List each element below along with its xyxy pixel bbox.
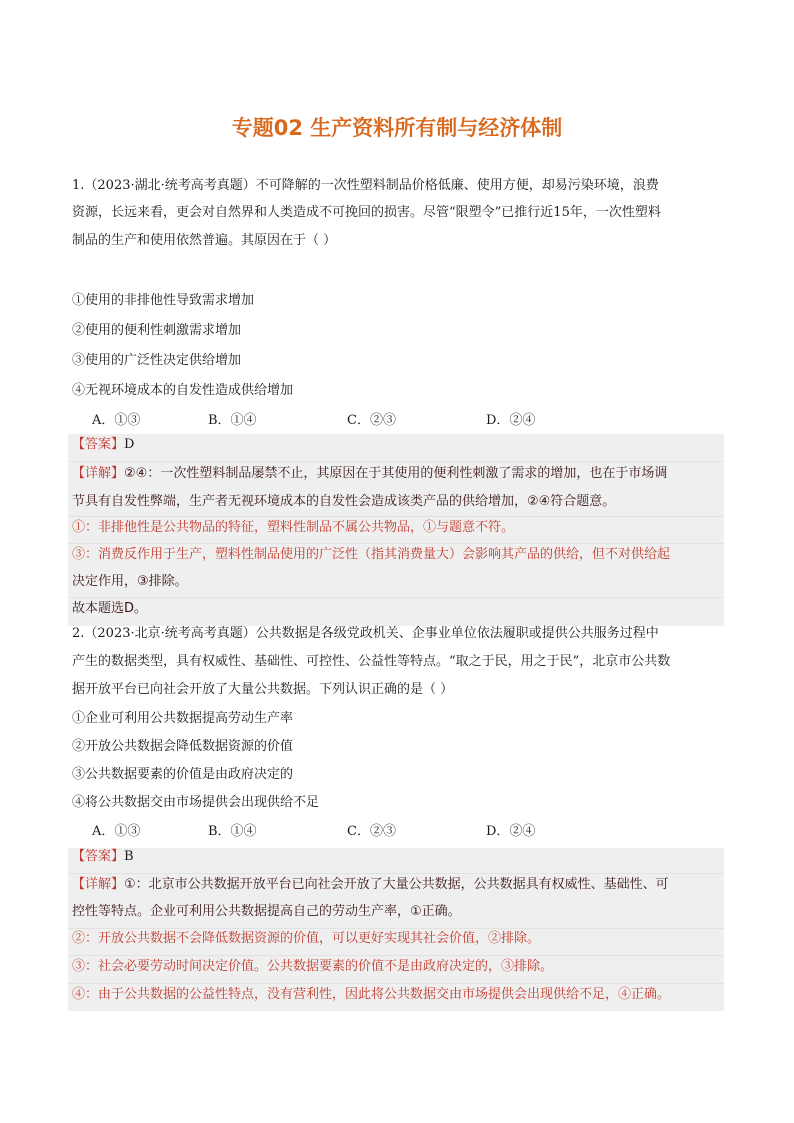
detail-red-text: ③：消费反作用于生产，塑料性制品使用的广泛性（指其消费量大）会影响其产品的供给，但不对供给起 bbox=[72, 547, 671, 562]
question-1-option: ①使用的非排他性导致需求增加 bbox=[72, 293, 255, 308]
answer-line bbox=[72, 436, 724, 454]
detail-text: 控性等特点。企业可利用公共数据提高自己的劳动生产率，①正确。 bbox=[72, 904, 461, 919]
divider bbox=[68, 873, 724, 874]
detail-line bbox=[72, 876, 724, 894]
detail-text: 决定作用，③排除。 bbox=[72, 574, 188, 589]
detail-red-text: ③：社会必要劳动时间决定价值。公共数据要素的价值不是由政府决定的，③排除。 bbox=[72, 959, 554, 974]
question-1-stem: 1.（2023·湖北·统考高考真题）不可降解的一次性塑料制品价格低廉、使用方便，却易污染环境，浪费 bbox=[72, 178, 659, 193]
detail-label: 【详解】 bbox=[72, 466, 125, 481]
divider bbox=[68, 543, 724, 544]
divider bbox=[68, 597, 724, 598]
detail-red-text: ②：开放公共数据不会降低数据资源的价值，可以更好实现其社会价值，②排除。 bbox=[72, 931, 541, 946]
conclusion-text: 故本题选D。 bbox=[72, 601, 148, 616]
choice-b: B．①④ bbox=[208, 413, 257, 428]
answer-label: 【答案】 bbox=[72, 849, 125, 864]
question-1-option: ④无视环境成本的自发性造成供给增加 bbox=[72, 383, 294, 398]
choice-b: B．①④ bbox=[208, 824, 257, 839]
detail-red-text: ④：由于公共数据的公益性特点，没有营利性，因此将公共数据交由市场提供会出现供给不足，④正确。 bbox=[72, 987, 671, 1002]
answer-label: 【答案】 bbox=[72, 437, 125, 452]
question-1-option: ③使用的广泛性决定供给增加 bbox=[72, 353, 242, 368]
question-1-stem: 资源，长远来看，更会对自然界和人类造成不可挽回的损害。尽管“限塑令”已推行近15年，一次性塑料 bbox=[72, 205, 661, 220]
detail-line bbox=[72, 465, 724, 483]
choice-a: A．①③ bbox=[92, 413, 141, 428]
choice-d: D．②④ bbox=[486, 824, 536, 839]
question-1-stem: 制品的生产和使用依然普遍。其原因在于（ ） bbox=[72, 233, 337, 248]
question-2-option: ①企业可利用公共数据提高劳动生产率 bbox=[72, 711, 294, 726]
question-2-option: ③公共数据要素的价值是由政府决定的 bbox=[72, 767, 294, 782]
choice-d: D．②④ bbox=[486, 413, 536, 428]
divider bbox=[68, 516, 724, 517]
answer-value: D bbox=[124, 437, 135, 452]
answer-value: B bbox=[124, 849, 134, 864]
detail-red-text: ①：非排他性是公共物品的特征，塑料性制品不属公共物品，①与题意不符。 bbox=[72, 520, 515, 535]
choice-c: C．②③ bbox=[347, 413, 396, 428]
detail-text: ②④：一次性塑料制品屡禁不止，其原因在于其使用的便利性刺激了需求的增加，也在于市场调 bbox=[124, 466, 668, 481]
answer-line bbox=[72, 848, 724, 866]
divider bbox=[68, 461, 724, 462]
question-2-option: ②开放公共数据会降低数据资源的价值 bbox=[72, 739, 294, 754]
question-2-stem: 2.（2023·北京·统考高考真题）公共数据是各级党政机关、企事业单位依法履职或提供公共服务过程中 bbox=[72, 626, 659, 641]
question-2-stem: 产生的数据类型，具有权威性、基础性、可控性、公益性等特点。“取之于民，用之于民”，北京市公共数 bbox=[72, 654, 671, 669]
question-2-option: ④将公共数据交由市场提供会出现供给不足 bbox=[72, 795, 320, 810]
question-2-stem: 据开放平台已向社会开放了大量公共数据。下列认识正确的是（ ） bbox=[72, 682, 454, 697]
question-1-option: ②使用的便利性刺激需求增加 bbox=[72, 323, 242, 338]
detail-text: 节具有自发性弊端，生产者无视环境成本的自发性会造成该类产品的供给增加，②④符合题意。 bbox=[72, 494, 616, 509]
page-title: 专题02 生产资料所有制与经济体制 bbox=[231, 116, 563, 140]
divider bbox=[68, 928, 724, 929]
detail-text: ①：北京市公共数据开放平台已向社会开放了大量公共数据，公共数据具有权威性、基础性、可 bbox=[124, 877, 669, 892]
divider bbox=[68, 955, 724, 956]
detail-label: 【详解】 bbox=[72, 877, 125, 892]
divider bbox=[68, 983, 724, 984]
choice-a: A．①③ bbox=[92, 824, 141, 839]
choice-c: C．②③ bbox=[347, 824, 396, 839]
